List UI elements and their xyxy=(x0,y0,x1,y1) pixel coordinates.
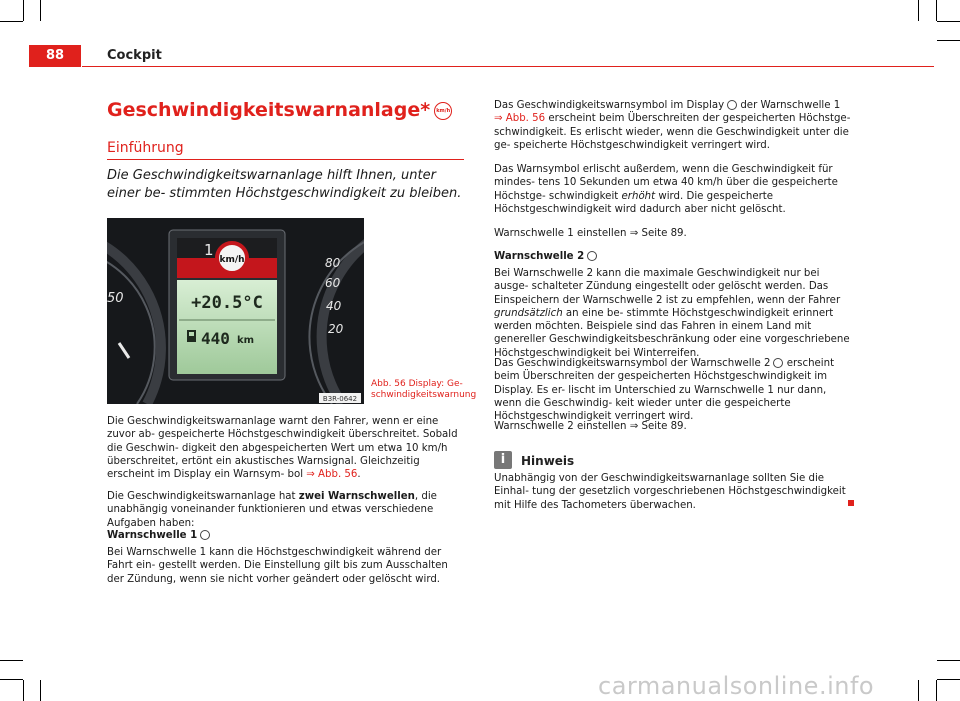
crop-mark xyxy=(936,680,937,701)
subtitle-rule xyxy=(107,159,464,160)
speed-warning-icon xyxy=(773,358,783,368)
right-paragraph-1 xyxy=(494,99,851,152)
crop-mark xyxy=(937,660,960,661)
section-title xyxy=(107,99,452,121)
paragraph-text: Das Geschwindigkeitswarnsymbol im Display xyxy=(494,100,725,111)
warnschwelle-2-heading xyxy=(494,250,851,263)
crop-mark xyxy=(0,21,23,22)
figure-link[interactable]: ⇒ Abb. 56 xyxy=(494,113,546,125)
paragraph-text: Bei Warnschwelle 1 kann die Höchstgeschwindigkeit während der Fahrt ein- gestellt werden. Die Einstellung gilt bis zum Ausschalten der Zündung, wenn sie nicht vorher geändert oder gelöscht wird. xyxy=(107,547,448,585)
temperature-readout: +20.5°C xyxy=(191,293,263,313)
crop-mark xyxy=(23,680,24,701)
left-paragraph-1: Die Geschwindigkeitswarnanlage warnt den Fahrer, wenn er eine zuvor ab- gespeicherte Höchstgeschwindigkeit überschreitet. Sobald die Geschwin- digkeit den abgespeicherten Wert um etwa 10 km/h überschreitet, ertönt ein akustisches Warnsignal. Gleichzeitig erscheint im Display ein Warnsym- bol ⇒ Abb. 56. xyxy=(107,416,458,481)
heading-text: Warnschwelle 1 xyxy=(107,530,198,541)
crop-mark xyxy=(0,660,23,661)
crop-mark xyxy=(918,680,919,701)
left-scale-label: 50 xyxy=(107,291,124,306)
left-paragraph-2 xyxy=(107,490,467,530)
right-scale-label: 60 xyxy=(325,276,341,290)
paragraph-text: , die unabhängig voneinander funktionieren und etwas verschiedene Aufgaben haben: xyxy=(107,491,437,529)
warnschwelle-2-settings-link[interactable]: Warnschwelle 2 einstellen ⇒ Seite 89. xyxy=(494,421,687,432)
paragraph-text: an eine be- stimmte Höchstgeschwindigkeit erinnert werden möchten. Beispiele sind das Fahren in einem Land mit genereller Geschwindigkeitsbeschränkung oder eine vorgeschriebene Höchstgeschwindigkeit bei Winterreifen. xyxy=(494,307,850,359)
right-scale-label: 40 xyxy=(326,299,342,313)
section-end-marker xyxy=(848,500,854,506)
crop-mark xyxy=(937,40,960,41)
emphasis-text: grundsätzlich xyxy=(494,307,563,319)
speed-warning-icon xyxy=(727,100,737,110)
paragraph-text: erscheint beim Überschreiten der gespeicherten Höchstgeschwindigkeit im Display. Es er- lischt im Unterschied zu Warnschwelle 1 nur dann, wenn die Geschwindig- keit wieder unter die gespeicherte Höchstgeschwindigkeit verringert wird. xyxy=(494,358,835,423)
left-paragraph-3 xyxy=(107,546,467,586)
hint-title: Hinweis xyxy=(521,454,575,468)
paragraph-text: Bei Warnschwelle 2 kann die maximale Geschwindigkeit nur bei ausge- schalteter Zündung eingestellt oder gelöscht werden. Das Einspeichern der Warnschwelle 2 ist zu empfehlen, wenn der Fahrer xyxy=(494,268,841,306)
crop-mark xyxy=(918,0,919,21)
speed-sign-label: km/h xyxy=(219,255,245,265)
crop-mark xyxy=(936,0,937,21)
crop-mark xyxy=(40,0,41,21)
watermark: carmanualsonline.info xyxy=(598,672,875,700)
crop-mark xyxy=(937,21,960,22)
paragraph-text: erscheint beim Überschreiten der gespeicherten Höchstge- schwindigkeit. Es erlischt wieder, wenn die Geschwindigkeit unter die ge- speicherte Höchstgeschwindigkeit verringert wird. xyxy=(494,113,851,151)
crop-mark xyxy=(0,679,23,680)
right-paragraph-5 xyxy=(494,357,851,423)
page-number: 88 xyxy=(45,48,65,63)
paragraph-text: Die Geschwindigkeitswarnanlage warnt den Fahrer, wenn er eine zuvor ab- gespeicherte Höchstgeschwindigkeit überschreitet. Sobald die Geschwin- digkeit den abgespeicherten Wert um etwa 10 km/h überschreitet, ertönt ein akustisches Warnsignal. Gleichzeitig erscheint im Display ein Warnsym- bol xyxy=(107,416,458,481)
right-paragraph-2 xyxy=(494,163,851,216)
chapter-title: Cockpit xyxy=(107,48,162,63)
paragraph-text: Die Geschwindigkeitswarnanlage hat xyxy=(107,491,296,502)
header-rule xyxy=(82,66,934,67)
info-icon: i xyxy=(494,451,512,469)
crop-mark xyxy=(23,0,24,21)
figure-caption: Abb. 56 Display: Ge- schwindigkeitswarnung xyxy=(371,379,477,400)
paragraph-text: der Warnschwelle 1 xyxy=(740,100,841,111)
speed-warning-icon xyxy=(200,530,210,540)
section-subtitle: Einführung xyxy=(107,140,184,156)
hint-text: Unabhängig von der Geschwindigkeitswarnanlage sollten Sie die Einhal- tung der gesetzlich vorgeschriebenen Höchstgeschwindigkeit mit Hilfe des Tachometers überwachen. xyxy=(494,473,846,511)
right-paragraph-4 xyxy=(494,267,851,360)
right-scale-label: 20 xyxy=(328,322,344,336)
heading-text: Warnschwelle 2 xyxy=(494,251,585,262)
crop-mark xyxy=(937,679,960,680)
instrument-cluster-figure xyxy=(107,218,364,404)
speed-warning-icon: km/h xyxy=(434,102,452,120)
warnschwelle-1-settings-link[interactable]: Warnschwelle 1 einstellen ⇒ Seite 89. xyxy=(494,228,687,239)
bold-text: zwei Warnschwellen xyxy=(298,491,415,502)
emphasis-text: erhöht xyxy=(621,190,656,202)
intro-text: Die Geschwindigkeitswarnanlage hilft Ihnen, unter einer be- stimmten Höchstgeschwindigkeit zu bleiben. xyxy=(107,168,462,201)
paragraph-text: Das Warnsymbol erlischt außerdem, wenn die Geschwindigkeit für mindes- tens 10 Sekunden um etwa 40 km/h über die gespeicherte Höchstge- schwindigkeit xyxy=(494,164,838,202)
warnschwelle-1-heading xyxy=(107,529,467,542)
right-scale-label: 80 xyxy=(325,256,341,270)
paragraph-text: Das Geschwindigkeitswarnsymbol der Warnschwelle 2 xyxy=(494,358,771,369)
paragraph-text: wird. Die gespeicherte Höchstgeschwindigkeit wird dadurch aber nicht gelöscht. xyxy=(494,190,786,215)
speed-warning-icon xyxy=(587,251,597,261)
warning-threshold-number: 1 xyxy=(204,241,214,259)
range-readout: 440 xyxy=(201,329,230,348)
instrument-cluster-illustration xyxy=(107,218,364,404)
crop-mark xyxy=(40,680,41,701)
figure-ref-code: B3R-0642 xyxy=(322,395,358,403)
section-title-text: Geschwindigkeitswarnanlage* xyxy=(107,99,431,121)
figure-link[interactable]: ⇒ Abb. 56 xyxy=(306,469,358,481)
range-unit: km xyxy=(237,335,255,346)
